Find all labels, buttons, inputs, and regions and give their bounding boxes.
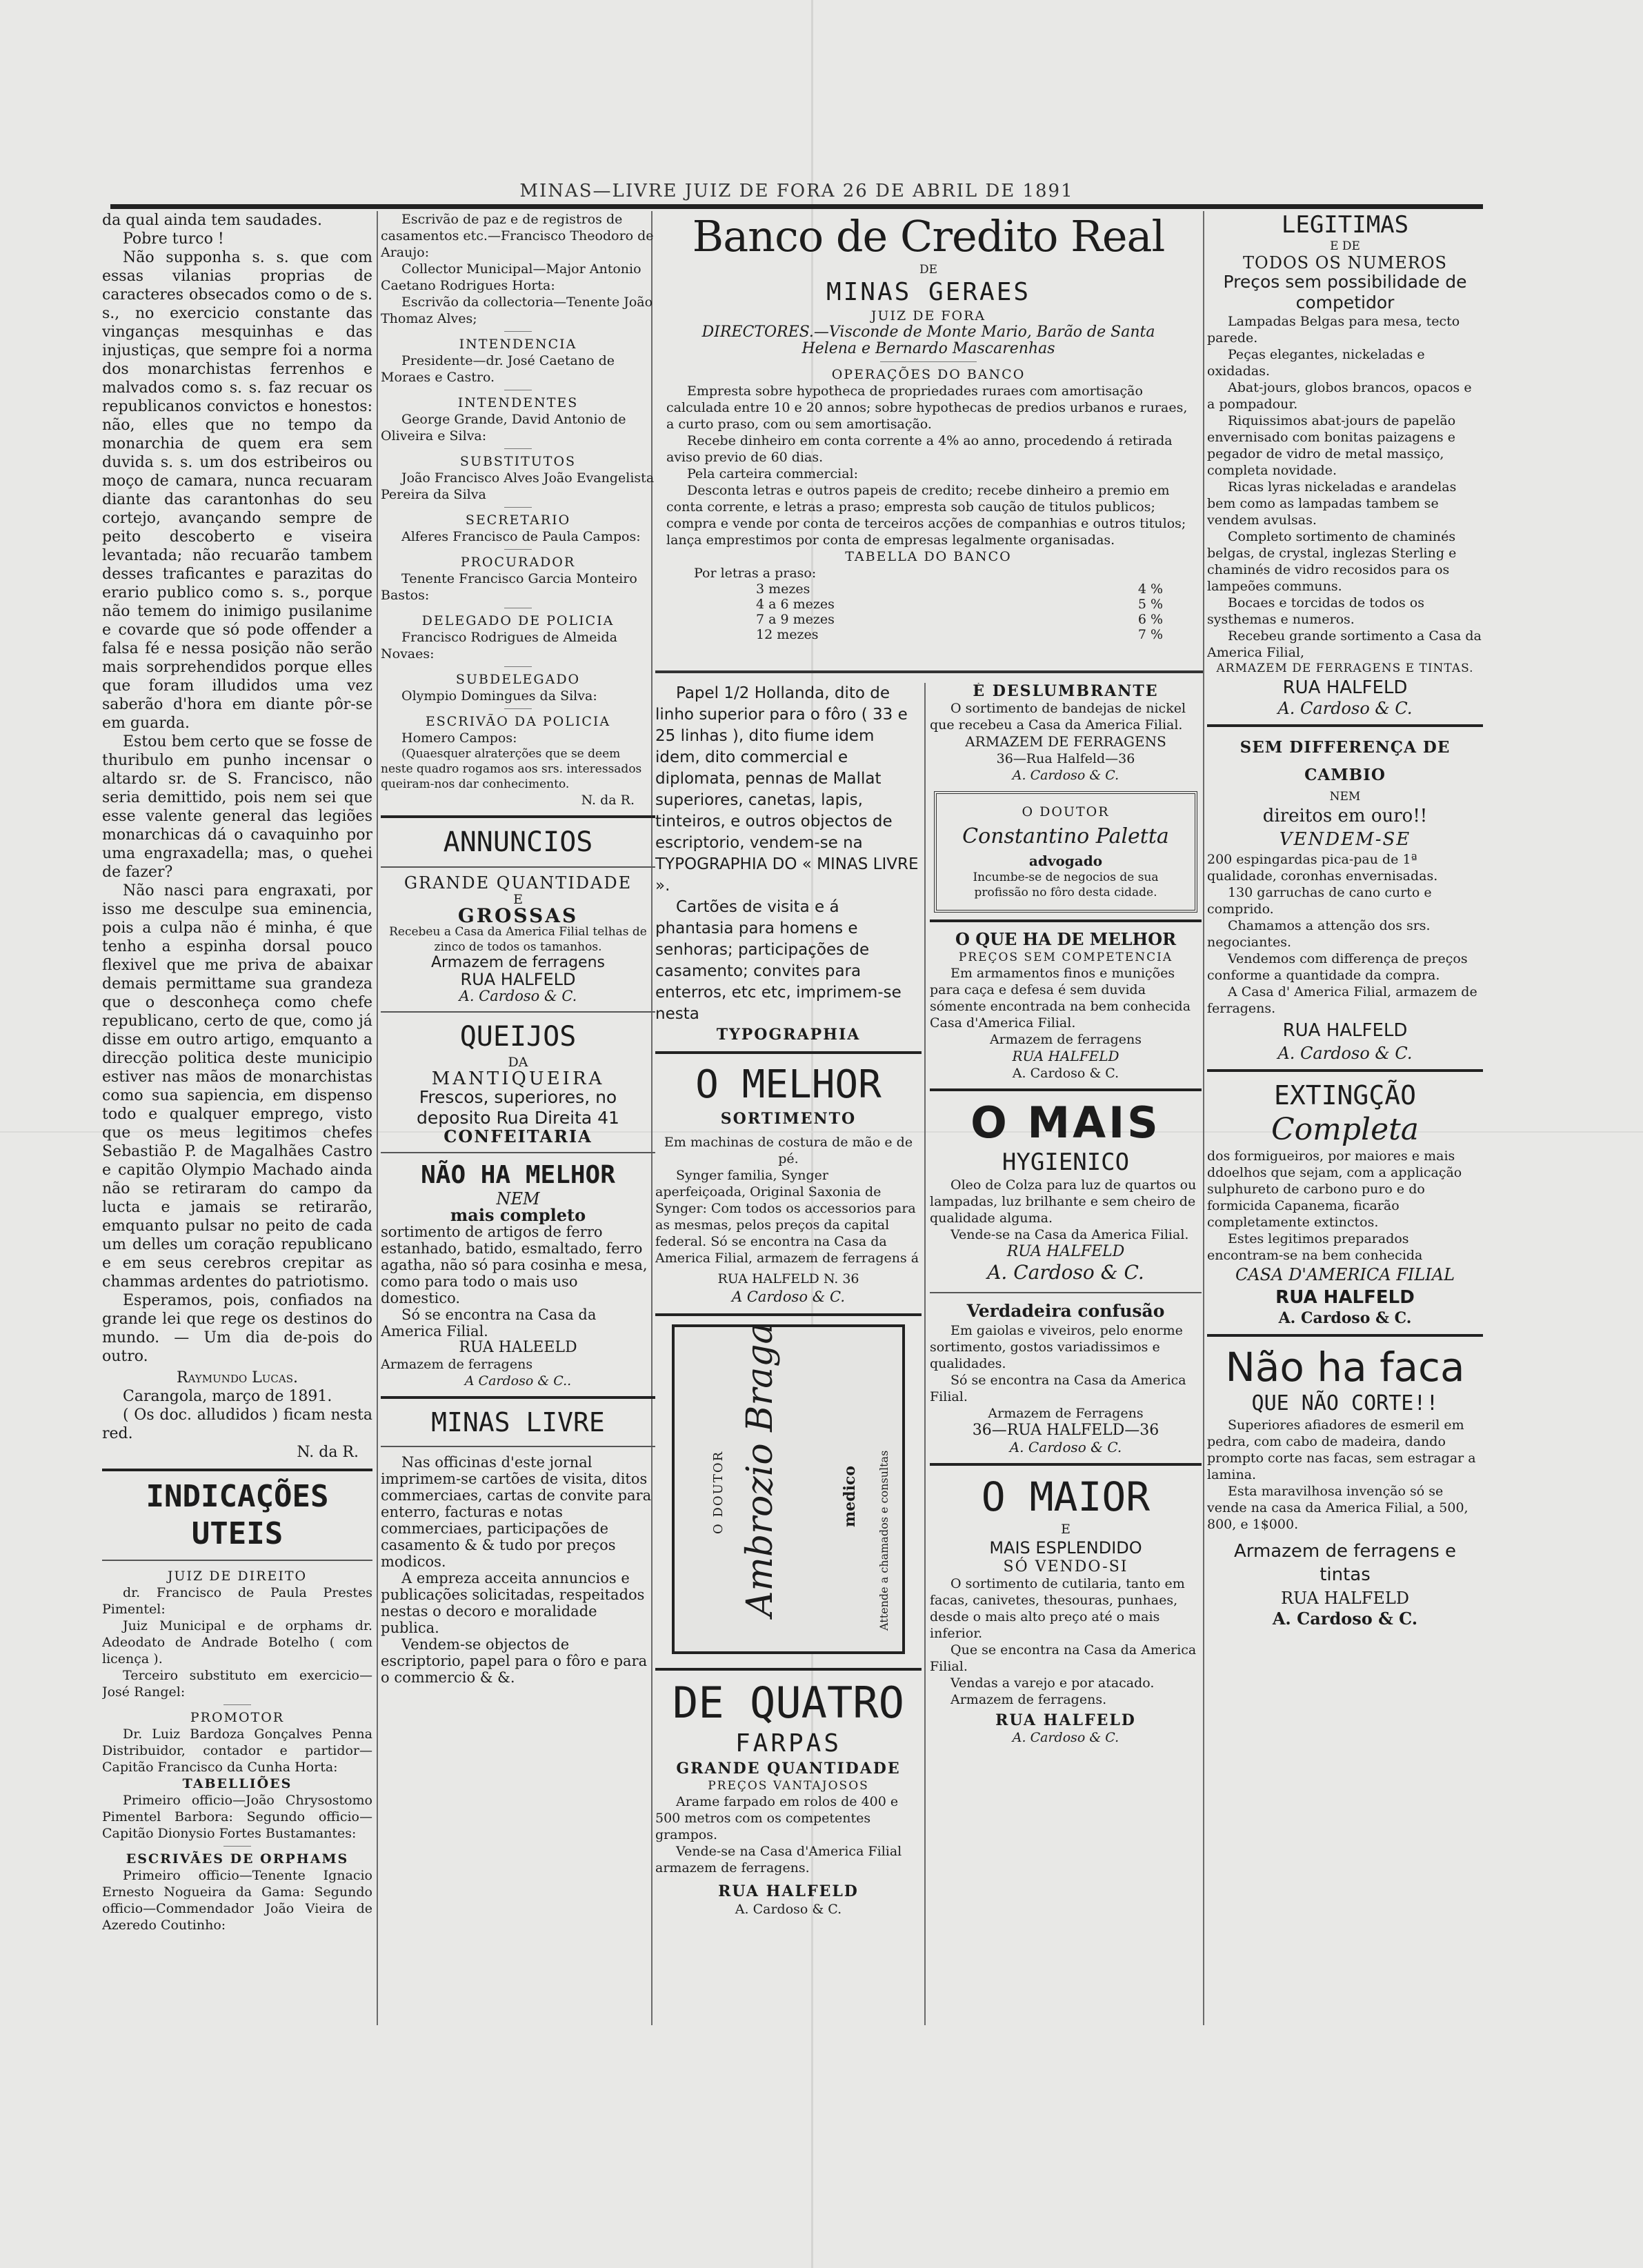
bank-text: DE	[919, 263, 938, 277]
section-head: SECRETARIO	[465, 513, 571, 528]
ad-title: QUEIJOS	[459, 1021, 577, 1053]
ad-text: Em armamentos finos e munições para caça e defesa é sem duvida sómente encontrada na bem conhecida Casa d'America Filial.	[930, 966, 1191, 1031]
divider	[930, 1088, 1202, 1091]
ad-text: Armazem de Ferragens	[988, 1406, 1144, 1421]
ad-signature: A. Cardoso & C.	[735, 1902, 842, 1917]
ad-text: ARMAZEM DE FERRAGENS	[965, 733, 1166, 750]
ad-text: Só se encontra na Casa da America Filial.	[930, 1373, 1186, 1404]
ad-signature: A. Cardoso & C.	[1277, 699, 1413, 718]
ad-title: SEM DIFFERENÇA DE CAMBIO	[1239, 738, 1451, 784]
ad-signature: A. Cardoso & C.	[1012, 768, 1119, 783]
card-text: medico	[841, 1465, 859, 1527]
ad-text: O sortimento de bandejas de nickel que recebeu a Casa da America Filial.	[930, 701, 1186, 733]
ad-text: sortimento de artigos de ferro estanhado, batido, esmaltado, ferro agatha, não só para cosinha e mesa, como para todo o mais uso domestico.	[381, 1224, 648, 1306]
ad-text: Bocaes e torcidas de todos os systhemas e numeros.	[1207, 595, 1424, 627]
ad-text: Em gaiolas e viveiros, pelo enorme sortimento, gostos variadissimos e qualidades.	[930, 1323, 1183, 1371]
list-item: Primeiro officio—Tenente Ignacio Ernesto Nogueira da Gama: Segundo officio—Commendador João Vieira de Azeredo Coutinho:	[102, 1868, 372, 1933]
ad-title: MANTIQUEIRA	[431, 1068, 605, 1089]
ad-head: GRANDE QUANTIDADE	[404, 873, 633, 893]
ad-text: 200 espingardas pica-pau de 1ª qualidade, coronhas envernisadas.	[1207, 852, 1438, 884]
ad-subtitle: TODOS OS NUMEROS	[1243, 253, 1447, 272]
article-text: Não nasci para engraxati, por isso me desculpe sua eminencia, pois a culpa não é minha, é que tenho a espinha dorsal pouco flexivel que me priva de abaixar demais permittame sua grandeza que o desconheça como chefe republicano, certo de que, como já disse em outro artigo, emquanto a direcção politica deste municipio estiver nas mãos de monarchistas como sua sapiencia, em dispenso todo e qualquer emprego, visto que os meus legitimos chefes Sebastião P. de Magalhães Castro e capitão Olympio Machado ainda não se retiraram do campo da lucta e jamais se retirarão, emquanto pulsar no peito de cada um delles um coração republicano e em seus cerebros crepitar as chammas ardentes do patriotismo.	[102, 882, 372, 1291]
ad-text: O sortimento de cutilaria, tanto em facas, canivetes, thesouras, punhaes, desde o mais alto preço até o mais inferior.	[930, 1576, 1185, 1641]
divider	[381, 1152, 655, 1153]
ad-text: Riquissimos abat-jours de papelão envernisado com bonitas paizagens e pegador de vidro de metal massiço, completa novidade.	[1207, 413, 1456, 478]
divider	[930, 1463, 1202, 1466]
divider	[655, 1051, 922, 1054]
ad-text: Armazem de ferragens	[989, 1032, 1142, 1047]
ad-text: Que se encontra na Casa da America Filial.	[930, 1642, 1197, 1674]
divider	[381, 815, 655, 818]
article-text: Esperamos, pois, confiados na grande lei que rege os destinos do mundo. — Um dia de-pois do outro.	[102, 1292, 372, 1365]
ad-text: TYPOGRAPHIA	[716, 1026, 861, 1044]
ad-address: RUA HALFELD	[1282, 1020, 1408, 1041]
divider	[655, 670, 1203, 673]
ad-subtitle: PREÇOS SEM COMPETENCIA	[958, 951, 1173, 964]
ad-address: RUA HALFELD	[718, 1882, 859, 1900]
ad-text: mais completo	[450, 1205, 586, 1225]
ad-subtitle: FARPAS	[735, 1729, 842, 1758]
ad-signature: A. Cardoso & C.	[987, 1261, 1144, 1284]
ad-signature: A. Cardoso & C.	[1012, 1066, 1119, 1081]
divider	[655, 1313, 922, 1316]
ad-signature: A Cardoso & C.	[731, 1289, 845, 1305]
section-head: PROCURADOR	[460, 555, 576, 570]
page-header: MINAS—LIVRE JUIZ DE FORA 26 DE ABRIL DE 1891	[519, 181, 1074, 201]
ad-text: Frescos, superiores, no deposito Rua Direita 41	[417, 1087, 619, 1128]
divider	[381, 1446, 655, 1447]
ad-text: GRANDE QUANTIDADE	[676, 1760, 901, 1778]
ad-text: Peças elegantes, nickeladas e oxidadas.	[1207, 347, 1425, 379]
ad-text: Só se encontra na Casa da America Filial.	[381, 1306, 597, 1340]
bank-directors: DIRECTORES.—Visconde de Monte Mario, Barão de Santa Helena e Bernardo Mascarenhas	[701, 324, 1155, 357]
bank-city: JUIZ DE FORA	[870, 308, 986, 324]
rate-value: 4 %	[1137, 581, 1163, 597]
article-text: Estou bem certo que se fosse de thuribulo em punho incensar o altardo sr. de S. Francisco, não seria demittido, pois nem sei que esse valente general das legiões monarchicas dá o cavaquinho por uma engraxadella; mas, o quehei de fazer?	[102, 733, 372, 881]
doctor-card	[672, 1324, 905, 1654]
ad-title: O QUE HA DE MELHOR	[955, 929, 1177, 949]
column-5	[1207, 211, 1483, 2025]
ad-text: Vende-se na Casa d'America Filial armazem de ferragens.	[655, 1844, 902, 1876]
bank-text: Desconta letras e outros papeis de credito; recebe dinheiro a premio em conta corrente, e letras a praso; empresta sob caução de titulos publicos; compra e vende por conta de terceiros acções de companhias e outros titulos; lança emprestimos por conta de empresas legalmente organisadas.	[666, 483, 1186, 548]
signature: Raymundo Lucas.	[177, 1369, 298, 1386]
ad-text: Estes legitimos preparados encontram-se na bem conhecida	[1207, 1231, 1423, 1263]
ad-signature: A. Cardoso & C.	[1272, 1609, 1418, 1629]
ad-title: É DESLUMBRANTE	[973, 683, 1159, 700]
ad-address: RUA HALFELD N. 36	[717, 1271, 859, 1286]
divider	[504, 549, 532, 550]
ad-text: NEM	[1329, 790, 1361, 804]
editor-notice: (Quaesquer alraterções que se deem neste quadro rogamos aos srs. interessados queiram-nos dar conhecimento.	[381, 747, 642, 791]
card-name: Ambrozio Braga	[739, 1322, 781, 1617]
ad-signature: A. Cardoso & C.	[1009, 1439, 1122, 1455]
divider	[381, 1011, 655, 1013]
article-text: da qual ainda tem saudades.	[102, 212, 322, 229]
bank-text: Pela carteira commercial:	[687, 466, 859, 481]
section-head: SUBDELEGADO	[455, 672, 581, 687]
list-item: Primeiro officio—João Chrysostomo Pimentel Barbora: Segundo officio—Capitão Dionysio Fortes Bustamantes:	[102, 1793, 372, 1841]
ad-subtitle: direitos em ouro!!	[1262, 806, 1428, 826]
ad-text: E	[1061, 1522, 1071, 1537]
ad-address: RUA HALFELD	[460, 970, 576, 989]
ad-text: ARMAZEM DE FERRAGENS E TINTAS.	[1216, 662, 1474, 675]
ad-text: 130 garruchas de cano curto e comprido.	[1207, 885, 1432, 917]
ad-subtitle: SÓ VENDO-SI	[1003, 1558, 1128, 1575]
ad-address: RUA HALFELD	[1012, 1048, 1119, 1064]
divider	[504, 507, 532, 508]
column-4	[930, 683, 1202, 2025]
rate-value: 5 %	[1137, 597, 1163, 612]
ad-text: Completo sortimento de chaminés belgas, de crystal, inglezas Sterling e chaminés de vidro recosidos para os lampeões communs.	[1207, 529, 1457, 594]
bank-section: TABELLA DO BANCO	[845, 549, 1012, 564]
section-head: DELEGADO DE POLICIA	[421, 613, 615, 628]
divider	[930, 919, 1202, 922]
section-head: ESCRIVÃES DE ORPHAMS	[126, 1851, 349, 1867]
table-row	[653, 581, 1204, 597]
bank-title: Banco de Credito Real	[692, 211, 1165, 261]
section-head: PROMOTOR	[190, 1710, 285, 1725]
ad-text: Ricas lyras nickeladas e arandelas bem como as lampadas tambem se vendem avulsas.	[1207, 479, 1457, 528]
ad-text: Papel 1/2 Hollanda, dito de linho superior para o fôro ( 33 e 25 linhas ), dito fiume idem idem, dito commercial e diplomata, pennas de Mallat superiores, canetas, lapis, tinteiros, e outros objectos de escriptorio, vendem-se na TYPOGRAPHIA DO « MINAS LIVRE ».	[655, 684, 919, 895]
divider	[880, 361, 977, 362]
divider	[504, 448, 532, 449]
card-name: Constantino Paletta	[962, 824, 1169, 848]
column-3	[655, 683, 922, 2025]
bank-ad	[653, 211, 1204, 687]
list-item: Escrivão de paz e de registros de casamentos etc.—Francisco Theodoro de Araujo:	[381, 212, 654, 260]
list-item: George Grande, David Antonio de Oliveira e Silva:	[381, 412, 626, 444]
bank-text: Por letras a praso:	[694, 566, 817, 581]
ad-text: Abat-jours, globos brancos, opacos e a pompadour.	[1207, 380, 1472, 412]
ad-address: RUA HALFELD	[1282, 677, 1408, 698]
editor-note: N. da R.	[581, 793, 635, 808]
list-item: Collector Municipal—Major Antonio Caetano Rodrigues Horta:	[381, 261, 641, 293]
ad-signature: A Cardoso & C..	[464, 1373, 572, 1389]
ad-title: O MELHOR	[695, 1062, 882, 1107]
ad-text: Armazem de ferragens e tintas	[1233, 1541, 1457, 1585]
editor-note: N. da R.	[297, 1444, 359, 1461]
ad-text: Synger familia, Synger aperfeiçoada, Original Saxonia de Synger: Com todos os accessorios para as mesmas, pelos preços da capital federal. Só se encontra na Casa da America Filial, armazem de ferragens á	[655, 1168, 919, 1266]
ad-text: Vendemos com differença de preços conforme a quantidade da compra.	[1207, 951, 1468, 983]
ad-text: Chamamos a attenção dos srs. negociantes.	[1207, 918, 1431, 950]
section-head: INTENDENCIA	[459, 337, 577, 352]
ad-text: CASA D'AMERICA FILIAL	[1235, 1265, 1455, 1284]
card-text: O DOUTOR	[711, 1450, 726, 1534]
divider	[381, 866, 655, 868]
ad-text: Vendem-se objectos de escriptorio, papel para o fôro e para o commercio & &.	[381, 1636, 648, 1686]
ad-address: RUA HALEELD	[459, 1339, 577, 1356]
note: ( Os doc. alludidos ) ficam nesta red.	[102, 1406, 372, 1442]
divider	[1207, 1069, 1483, 1072]
ad-subtitle: HYGIENICO	[1002, 1148, 1130, 1176]
list-item: Juiz Municipal e de orphams dr. Adeodato de Andrade Botelho ( com licença ).	[102, 1618, 372, 1667]
ad-signature: A. Cardoso & C.	[1012, 1730, 1119, 1745]
ad-title: O MAIS	[970, 1097, 1161, 1148]
ad-address: 36—RUA HALFELD—36	[972, 1422, 1159, 1439]
ad-subtitle: QUE NÃO CORTE!!	[1251, 1391, 1439, 1415]
card-text: Attende a chamados e consultas	[877, 1450, 890, 1631]
ad-text: Nas officinas d'este jornal imprimem-se cartões de visita, ditos commerciaes, cartas de convite para enterro, facturas e notas commerciaes, participações de casamento & & tudo por preços modicos.	[381, 1454, 652, 1570]
ad-text: Oleo de Colza para luz de quartos ou lampadas, luz brilhante e sem cheiro de qualidade alguma.	[930, 1177, 1197, 1226]
divider	[1207, 1334, 1483, 1337]
section-head: ESCRIVÃO DA POLICIA	[425, 714, 611, 729]
ad-text: Armazem de ferragens	[431, 954, 605, 971]
list-item: dr. Francisco de Paula Prestes Pimentel:	[102, 1585, 372, 1617]
ad-title: NÃO HA MELHOR	[421, 1161, 615, 1189]
ad-title: O MAIOR	[981, 1473, 1151, 1520]
ad-text: Esta maravilhosa invenção só se vende na casa da America Filial, a 500, 800, e 1$000.	[1207, 1484, 1468, 1532]
bank-text: Recebe dinheiro em conta corrente a 4% ao anno, procedendo á retirada aviso previo de 60 dias.	[666, 433, 1173, 465]
bank-text: Empresta sobre hypotheca de propriedades ruraes com amortisação calculada entre 10 e 20 annos; sobre hypothecas de predios urbanos e ruraes, a curto praso, com ou sem amortisação.	[666, 384, 1188, 432]
ad-title: MINAS LIVRE	[431, 1407, 605, 1438]
lawyer-card	[934, 791, 1197, 913]
list-item: Olympio Domingues da Silva:	[401, 688, 597, 704]
table-row	[653, 612, 1204, 627]
ad-text: Armazem de ferragens.	[950, 1692, 1107, 1707]
ad-head: E	[513, 892, 523, 907]
ad-text: Arame farpado em rolos de 400 e 500 metros com os competentes grampos.	[655, 1794, 899, 1842]
divider	[102, 1560, 372, 1561]
ad-subtitle: SORTIMENTO	[720, 1110, 857, 1128]
divider	[1207, 724, 1483, 727]
rate-term: 4 a 6 mezes	[756, 597, 835, 612]
list-item: João Francisco Alves João Evangelista Pereira da Silva	[381, 470, 655, 502]
section-head: SUBSTITUTOS	[459, 454, 577, 469]
ad-address: RUA HALFELD	[1006, 1243, 1125, 1260]
list-item: Alferes Francisco de Paula Campos:	[401, 529, 641, 544]
list-item: Presidente—dr. José Caetano de Moraes e Castro.	[381, 353, 615, 385]
rate-term: 7 a 9 mezes	[756, 612, 835, 627]
ad-text: E DE	[1330, 239, 1360, 253]
ad-signature: A. Cardoso & C.	[459, 988, 577, 1004]
column-rule	[924, 683, 926, 2025]
rate-term: 3 mezes	[756, 581, 810, 597]
bank-section: OPERAÇÕES DO BANCO	[831, 367, 1026, 382]
list-item: Dr. Luiz Bardoza Gonçalves Penna Distribuidor, contador e partidor—Capitão Francisco da Cunha Horta:	[102, 1727, 372, 1775]
ad-text: Cartões de visita e á phantasia para homens e senhoras; participações de casamento; convites para enterros, etc etc, imprimem-se nesta	[655, 898, 902, 1023]
table-row	[653, 597, 1204, 612]
ad-text: Superiores afiadores de esmeril em pedra, com cabo de madeira, dando prompto corte nas facas, sem estragar a lamina.	[1207, 1418, 1476, 1482]
divider	[223, 1704, 251, 1705]
ad-title: Verdadeira confusão	[966, 1301, 1165, 1321]
ad-title: GROSSAS	[457, 904, 579, 927]
card-text: Incumbe-se de negocios de sua profissão no fôro desta cidade.	[973, 871, 1159, 899]
column-rule	[377, 211, 378, 2025]
section-head: INTENDENTES	[457, 395, 579, 410]
ad-text: Em machinas de costura de mão e de pé.	[664, 1135, 913, 1166]
ad-title: DE QUATRO	[673, 1678, 904, 1728]
divider	[102, 1469, 372, 1471]
divider	[223, 1846, 251, 1847]
ad-text: Recebeu a Casa da America Filial telhas de zinco de todos os tamanhos.	[389, 925, 647, 954]
ad-address: RUA HALFELD	[1280, 1589, 1410, 1608]
rate-value: 7 %	[1137, 627, 1163, 642]
divider	[655, 1668, 922, 1671]
ad-title: LEGITIMAS	[1281, 211, 1409, 239]
column-2	[381, 211, 655, 2025]
ad-text: A empreza acceita annuncios e publicações solicitadas, respeitados nestas o decoro e moralidade publica.	[381, 1570, 645, 1636]
ad-text: CONFEITARIA	[444, 1126, 593, 1146]
ad-signature: A. Cardoso & C.	[1278, 1309, 1412, 1327]
ad-subtitle: MAIS ESPLENDIDO	[989, 1538, 1142, 1558]
rate-term: 12 mezes	[756, 627, 819, 642]
list-item: Escrivão da collectoria—Tenente João Thomaz Alves;	[381, 295, 653, 326]
ad-text: Armazem de ferragens	[381, 1357, 533, 1372]
rate-value: 6 %	[1137, 612, 1163, 627]
annuncios-title: ANNUNCIOS	[443, 826, 593, 858]
list-item: Francisco Rodrigues de Almeida Novaes:	[381, 630, 617, 662]
ad-text: Recebeu grande sortimento a Casa da America Filial,	[1207, 628, 1482, 660]
ad-address: 36—Rua Halfeld—36	[996, 751, 1135, 766]
table-row	[653, 627, 1204, 642]
ad-text: A Casa d' America Filial, armazem de ferragens.	[1207, 984, 1477, 1016]
section-title: INDICAÇÕES UTEIS	[146, 1479, 329, 1551]
divider	[504, 708, 532, 709]
ad-text: PREÇOS VANTAJOSOS	[708, 1779, 869, 1793]
column-1	[102, 211, 372, 2025]
ad-text: Vendas a varejo e por atacado.	[950, 1675, 1155, 1691]
ad-text: NEM	[496, 1189, 540, 1208]
ad-text: DA	[508, 1055, 528, 1070]
place-date: Carangola, março de 1891.	[123, 1388, 332, 1405]
list-item: Terceiro substituto em exercicio—José Rangel:	[102, 1668, 372, 1700]
divider	[504, 666, 532, 667]
ad-title: EXTINGÇÃO	[1274, 1080, 1416, 1111]
ad-title: Não ha faca	[1225, 1344, 1465, 1391]
section-head: TABELLIÕES	[182, 1776, 292, 1791]
divider	[930, 1292, 1202, 1293]
divider	[381, 1396, 655, 1399]
card-text: advogado	[1028, 853, 1103, 869]
divider	[504, 331, 532, 332]
ad-address: RUA HALFELD	[1275, 1287, 1415, 1308]
ad-text: Lampadas Belgas para mesa, tecto parede.	[1207, 314, 1460, 346]
article-text: Não supponha s. s. que com essas vilanias proprias de caracteres obsecados como o de s. s., no exercicio constante das vinganças mesquinhas e das injustiças, que sempre foi a norma dos monarchistas ferrenhos e malvados como s. s. faz recuar os republicanos convictos e honestos: não, elles que no tempo da monarchia de quem era sem duvida s. s. um dos estribeiros ou moço de camara, nunca recuaram diante das carantonhas do seu cortejo, avançando sempre de peito descoberto e viseira levantada; não recuarão tambem desses traficantes e parazitas do erario publico como s. s., porque não temem do inimigo pusilanime e covarde que só pode offender a falsa fé e nessa posição não serão mais sorprehendidos porque elles que foram illudidos uma vez saberão d'hora em diante pôr-se em guarda.	[102, 249, 372, 732]
ad-signature: A. Cardoso & C.	[1277, 1044, 1413, 1063]
ad-subtitle: Preços sem possibilidade de competidor	[1223, 272, 1467, 312]
ad-subtitle: Completa	[1271, 1112, 1420, 1147]
header-rule	[110, 204, 1483, 209]
list-item: Homero Campos:	[401, 730, 517, 746]
ad-text: Vende-se na Casa da America Filial.	[950, 1227, 1189, 1242]
ad-subtitle: VENDEM-SE	[1279, 829, 1411, 850]
article-text: Pobre turco !	[123, 230, 224, 248]
section-head: JUIZ DE DIREITO	[167, 1569, 308, 1584]
ad-text: dos formigueiros, por maiores e mais ddoelhos que sejam, com a applicação sulphureto de carbono puro e do formicida Capanema, ficarão completamente extinctos.	[1207, 1148, 1462, 1230]
bank-rate-table	[653, 581, 1204, 642]
card-text: O DOUTOR	[1022, 804, 1110, 819]
list-item: Tenente Francisco Garcia Monteiro Bastos:	[381, 571, 637, 603]
ad-address: RUA HALFELD	[995, 1711, 1136, 1729]
bank-subtitle: MINAS GERAES	[826, 278, 1031, 306]
